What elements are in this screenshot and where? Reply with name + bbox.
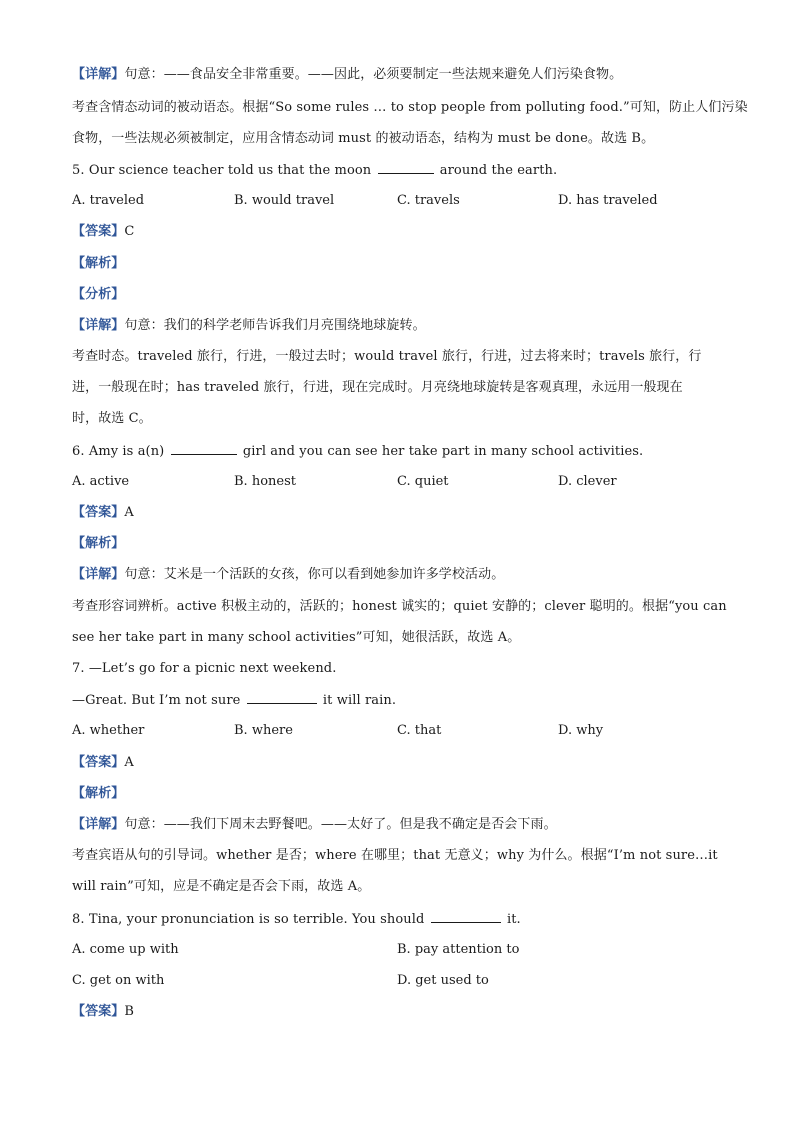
answer-tag: 【答案】 — [72, 505, 125, 520]
q5-analysis-tag — [72, 254, 722, 274]
q5-option-c: C. travels — [397, 193, 460, 208]
q8-answer-line — [72, 1002, 722, 1022]
q7-detail-text: 句意：——我们下周末去野餐吧。——太好了。但是我不确定是否会下雨。 — [124, 817, 557, 832]
q7-option-b: B. where — [234, 723, 293, 738]
q7-option-d: D. why — [558, 723, 604, 738]
prev-explanation-2: 食物，一些法规必须被制定，应用含情态动词 must 的被动语态，结构为 must be done。故选 B。 — [72, 131, 655, 146]
q5-fenxi-tag — [72, 285, 722, 305]
q7-stem-1: 7. —Let’s go for a picnic next weekend. — [72, 661, 337, 676]
prev-detail-text: 句意：——食品安全非常重要。——因此，必须要制定一些法规来避免人们污染食物。 — [124, 67, 623, 82]
q7-answer-line — [72, 753, 722, 773]
q6-option-d: D. clever — [558, 474, 617, 489]
q7-explanation-1: 考查宾语从句的引导词。whether 是否；where 在哪里；that 无意义；why 为什么。根据“I’m not sure…it — [72, 848, 718, 863]
analysis-tag: 【解析】 — [72, 256, 125, 271]
detail-tag: 【详解】 — [72, 817, 125, 832]
q7-answer: A — [124, 755, 134, 770]
q6-option-c: C. quiet — [397, 474, 449, 489]
q5-answer-line — [72, 222, 722, 242]
detail-tag: 【详解】 — [72, 567, 125, 582]
detail-tag: 【详解】 — [72, 318, 125, 333]
q6-stem-start: 6. Amy is a(n) — [72, 444, 165, 459]
q6-stem — [72, 441, 722, 462]
fenxi-tag: 【分析】 — [72, 287, 125, 302]
q5-blank — [378, 160, 434, 174]
q7-stem-start: —Great. But I’m not sure — [72, 693, 241, 708]
q7-stem-end: it will rain. — [322, 693, 397, 708]
q6-analysis-tag — [72, 534, 722, 554]
q7-option-a: A. whether — [72, 723, 145, 738]
q6-stem-end: girl and you can see her take part in many school activities. — [242, 444, 644, 459]
prev-detail-line — [72, 65, 722, 85]
q5-explanation-1: 考查时态。traveled 旅行，行进，一般过去时；would travel 旅行，行进，过去将来时；travels 旅行，行 — [72, 349, 702, 364]
q5-stem-end: around the earth. — [439, 163, 558, 178]
q8-stem — [72, 909, 722, 930]
analysis-tag: 【解析】 — [72, 536, 125, 551]
q8-stem-end: it. — [506, 912, 521, 927]
prev-explanation-1: 考查含情态动词的被动语态。根据“So some rules … to stop people from polluting food.”可知，防止人们污染 — [72, 100, 748, 115]
q6-blank — [171, 441, 237, 455]
q5-detail-line — [72, 316, 722, 336]
q6-option-b: B. honest — [234, 474, 296, 489]
q5-option-a: A. traveled — [72, 193, 145, 208]
q5-answer: C — [124, 224, 135, 239]
q7-blank — [247, 690, 317, 704]
q6-detail-text: 句意：艾米是一个活跃的女孩，你可以看到她参加许多学校活动。 — [124, 567, 505, 582]
q5-detail-text: 句意：我们的科学老师告诉我们月亮围绕地球旋转。 — [124, 318, 426, 333]
answer-tag: 【答案】 — [72, 1004, 125, 1019]
answer-tag: 【答案】 — [72, 224, 125, 239]
q6-answer-line — [72, 503, 722, 523]
q7-option-c: C. that — [397, 723, 442, 738]
q5-stem — [72, 160, 722, 181]
q8-stem-start: 8. Tina, your pronunciation is so terrible. You should — [72, 912, 425, 927]
q6-explanation-1: 考查形容词辨析。active 积极主动的，活跃的；honest 诚实的；quiet 安静的；clever 聪明的。根据“you can — [72, 599, 727, 614]
answer-tag: 【答案】 — [72, 755, 125, 770]
q8-blank — [431, 909, 501, 923]
q6-explanation-2: see her take part in many school activities”可知，她很活跃，故选 A。 — [72, 630, 521, 645]
q6-option-a: A. active — [72, 474, 130, 489]
analysis-tag: 【解析】 — [72, 786, 125, 801]
q5-option-b: B. would travel — [234, 193, 335, 208]
q8-option-c: C. get on with — [72, 973, 165, 988]
q5-explanation-3: 时，故选 C。 — [72, 411, 152, 426]
detail-tag: 【详解】 — [72, 67, 125, 82]
q5-option-d: D. has traveled — [558, 193, 658, 208]
q6-detail-line — [72, 565, 722, 585]
q5-stem-start: 5. Our science teacher told us that the moon — [72, 163, 372, 178]
q6-answer: A — [124, 505, 134, 520]
q8-option-b: B. pay attention to — [397, 942, 520, 957]
q5-explanation-2: 进，一般现在时；has traveled 旅行，行进，现在完成时。月亮绕地球旋转是客观真理，永远用一般现在 — [72, 380, 683, 395]
q8-option-d: D. get used to — [397, 973, 489, 988]
q7-stem-2 — [72, 690, 722, 711]
q8-answer: B — [124, 1004, 135, 1019]
q7-detail-line — [72, 815, 722, 835]
q8-option-a: A. come up with — [72, 942, 179, 957]
q7-analysis-tag — [72, 784, 722, 804]
q7-explanation-2: will rain”可知，应是不确定是否会下雨，故选 A。 — [72, 879, 371, 894]
